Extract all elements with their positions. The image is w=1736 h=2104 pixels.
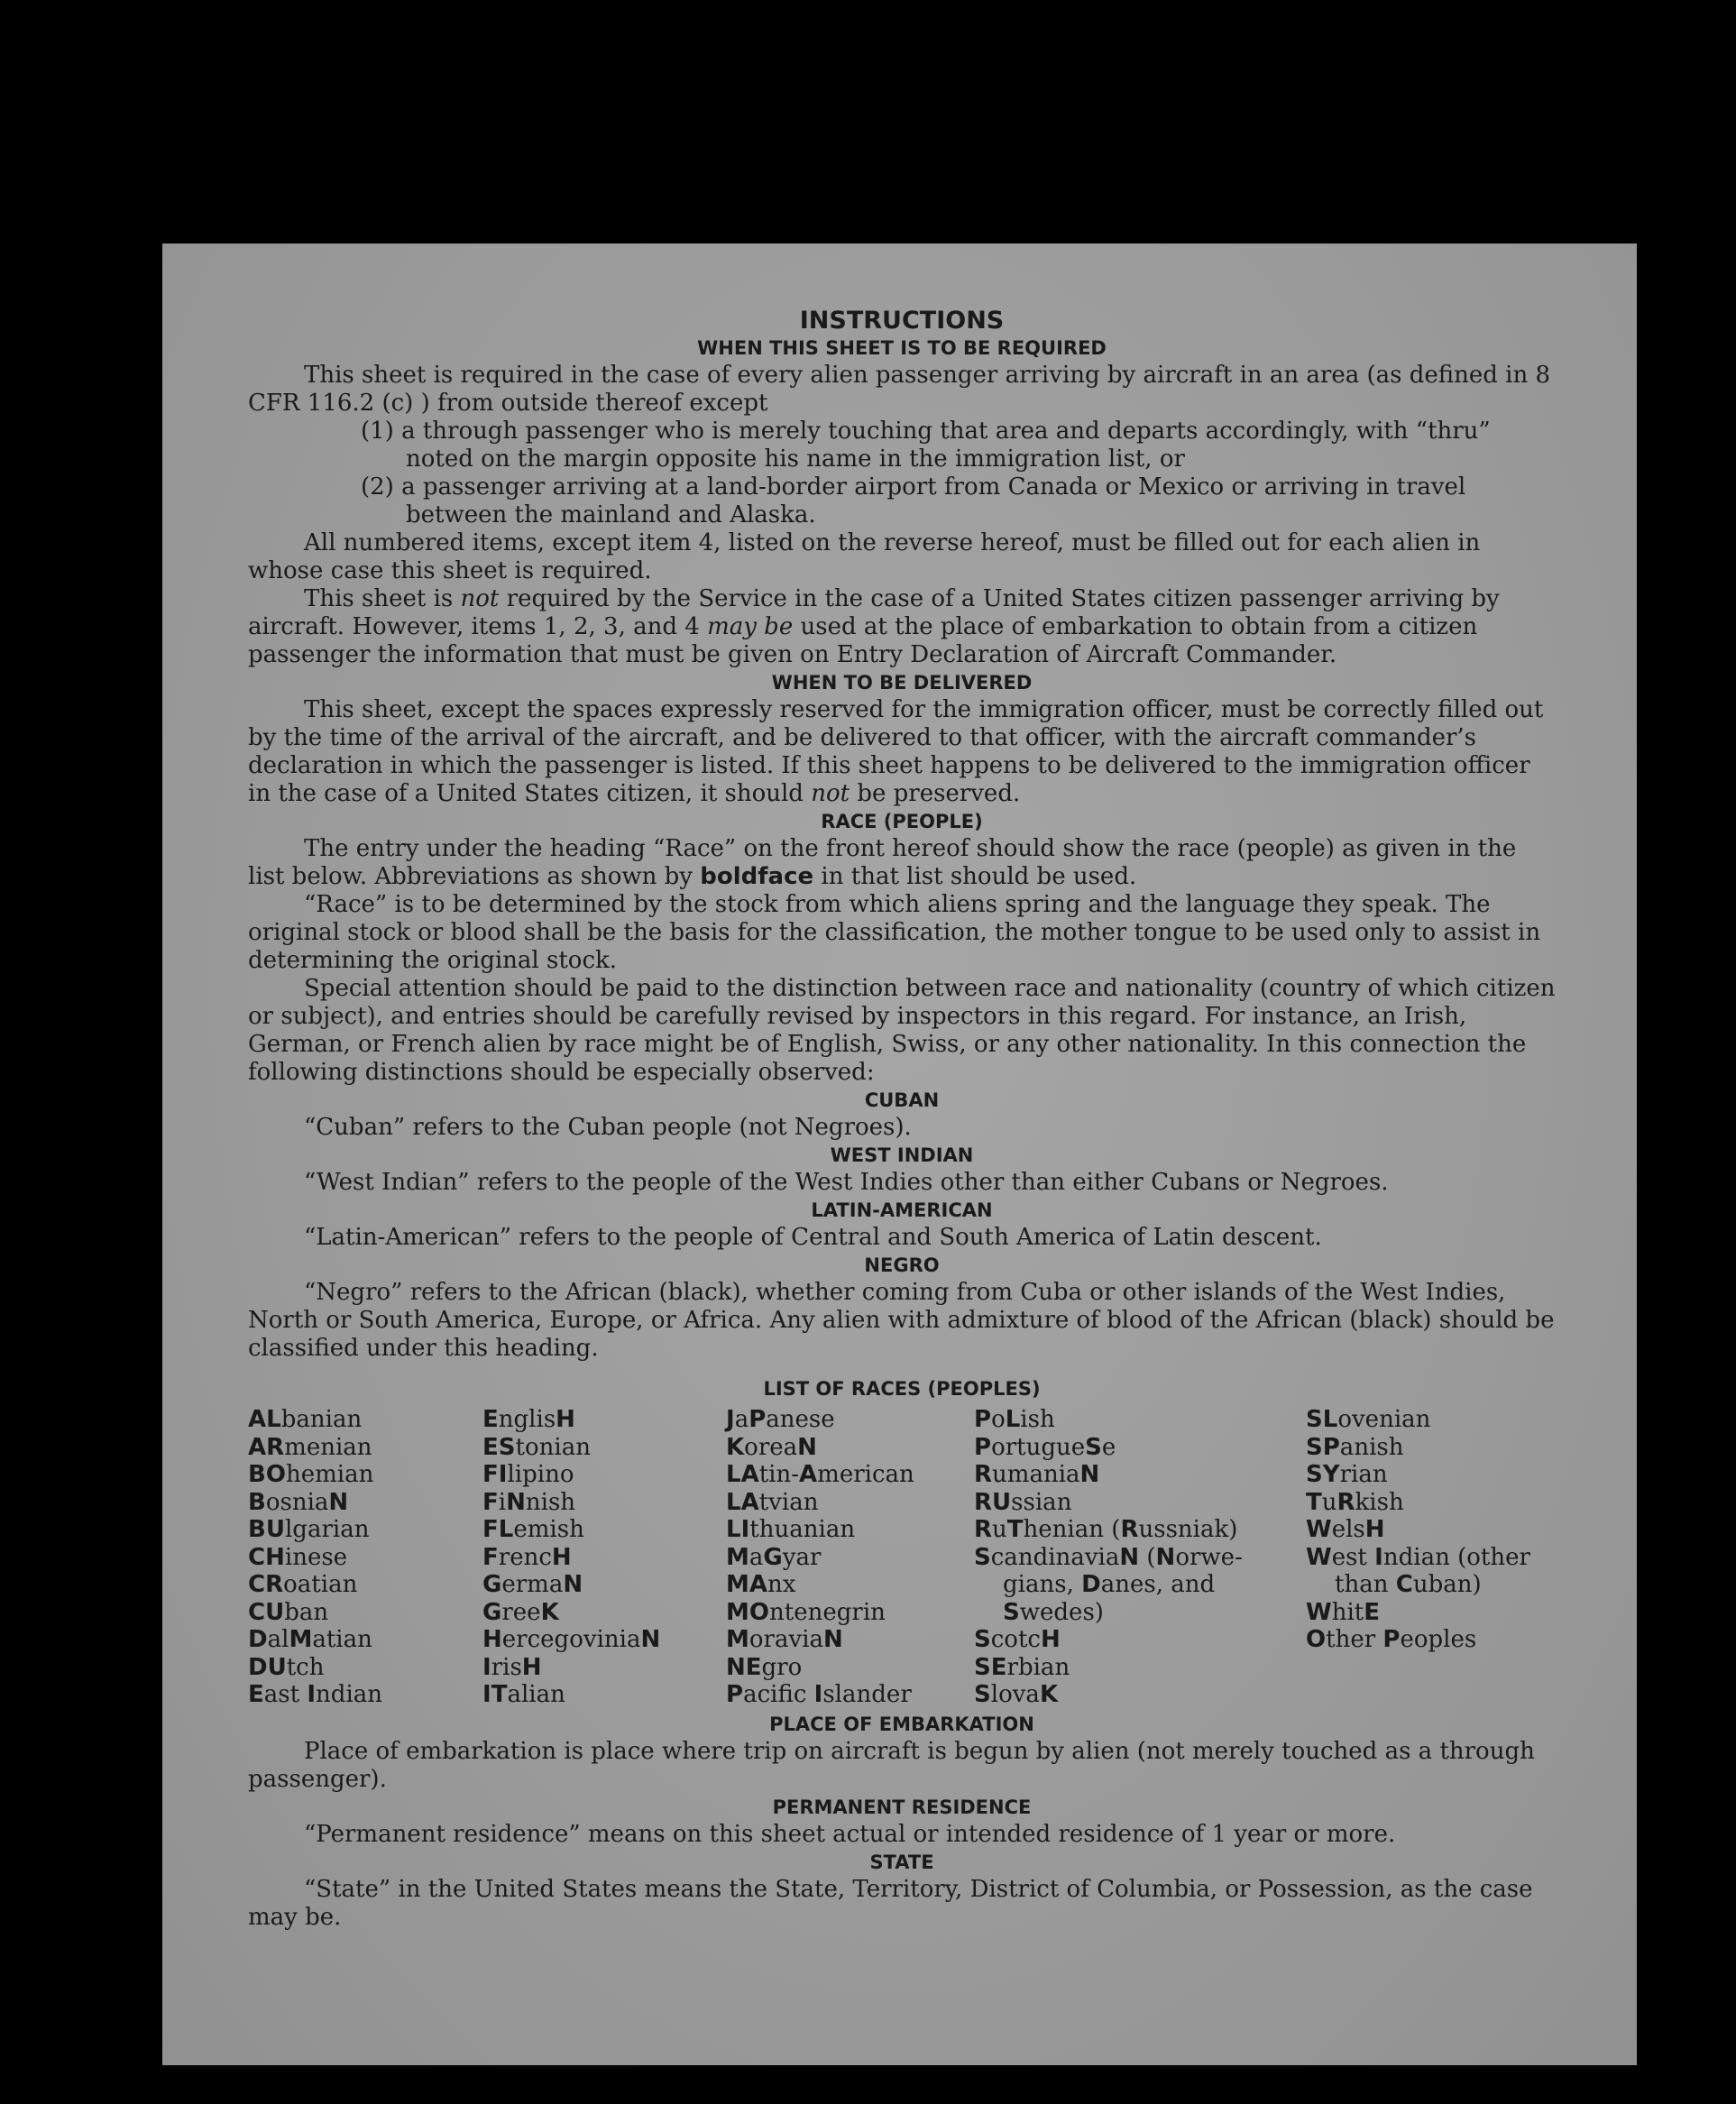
race-entry: EnglisH bbox=[482, 1406, 575, 1433]
race-entry: EStonian bbox=[482, 1433, 591, 1461]
section-heading-west-indian: WEST INDIAN bbox=[830, 1144, 974, 1166]
section-heading-latin-american: LATIN-AMERICAN bbox=[811, 1199, 993, 1221]
race-entry: CHinese bbox=[248, 1543, 348, 1571]
section-heading-races-list: LIST OF RACES (PEOPLES) bbox=[763, 1378, 1041, 1400]
race-entry: BUlgarian bbox=[248, 1516, 370, 1543]
section-heading-state: STATE bbox=[869, 1851, 934, 1873]
race-entry: LAtin-American bbox=[726, 1461, 914, 1488]
italic-text: not bbox=[460, 585, 500, 612]
race-entry: West Indian (other bbox=[1306, 1543, 1530, 1571]
race-entry: RuThenian (Russniak) bbox=[974, 1516, 1238, 1543]
race-entry: MOntenegrin bbox=[726, 1598, 886, 1626]
section-heading-delivered: WHEN TO BE DELIVERED bbox=[771, 672, 1033, 694]
bold-text: boldface bbox=[700, 863, 814, 890]
race-entry: WhitE bbox=[1306, 1598, 1380, 1626]
race-entry: East Indian bbox=[248, 1681, 383, 1708]
paragraph bbox=[248, 696, 1556, 808]
paragraph: Special attention should be paid to the distinction between race and nationality (country of which citizen or subject), and entries should be carefully revised by inspectors in this regard. For instance, an Irish, German, or French alien by race might be of English, Swiss, or any other nationality. In this connection the following distinctions should be especially observed: bbox=[248, 975, 1556, 1086]
race-entry: GreeK bbox=[482, 1598, 559, 1626]
race-entry: DalMatian bbox=[248, 1626, 372, 1653]
race-entry: Other Peoples bbox=[1306, 1626, 1477, 1653]
paragraph: Place of embarkation is place where trip on aircraft is begun by alien (not merely touched as a through passenger). bbox=[248, 1737, 1535, 1793]
paragraph: “West Indian” refers to the people of the West Indies other than either Cubans or Negroes. bbox=[304, 1169, 1389, 1196]
race-entry: ARmenian bbox=[248, 1433, 372, 1461]
races-list bbox=[248, 1406, 1556, 1709]
race-entry: KoreaN bbox=[726, 1433, 817, 1461]
race-entry: FiNnish bbox=[482, 1488, 576, 1516]
italic-text: not bbox=[811, 780, 850, 807]
races-column bbox=[248, 1406, 482, 1709]
race-entry: than Cuban) bbox=[1335, 1571, 1482, 1598]
text-run: used at the place of embarkation to obtain from a citizen passenger the information that must be given on Entry Declaration of Aircraft Commander. bbox=[248, 613, 1478, 668]
paragraph: “State” in the United States means the State, Territory, District of Columbia, or Possession, as the case may be. bbox=[248, 1875, 1533, 1931]
race-entry: RumaniaN bbox=[974, 1461, 1100, 1488]
paragraph: “Cuban” refers to the Cuban people (not Negroes). bbox=[304, 1114, 912, 1141]
paragraph bbox=[248, 835, 1556, 891]
text-run: This sheet, except the spaces expressly reserved for the immigration officer, must be correctly filled out by the time of the arrival of the aircraft, and be delivered to that officer, with the aircraft commander’s declaration in which the passenger is listed. If this sheet happens to be delivered to the immigration officer in the case of a United States citizen, it should bbox=[248, 696, 1544, 807]
race-entry: LAtvian bbox=[726, 1488, 819, 1516]
section-heading-embarkation: PLACE OF EMBARKATION bbox=[769, 1713, 1034, 1735]
document-sheet bbox=[162, 243, 1637, 2065]
race-entry: SErbian bbox=[974, 1653, 1070, 1681]
race-entry: SlovaK bbox=[974, 1681, 1059, 1708]
races-column bbox=[726, 1406, 974, 1709]
list-item: (1) a through passenger who is merely touching that area and departs accordingly, with “thru” noted on the margin opposite his name in the immigration list, or bbox=[361, 418, 1491, 473]
race-entry: CUban bbox=[248, 1598, 329, 1626]
section-heading-residence: PERMANENT RESIDENCE bbox=[772, 1796, 1032, 1818]
race-entry: JaPanese bbox=[726, 1406, 835, 1433]
races-column bbox=[974, 1406, 1306, 1709]
race-entry: Swedes) bbox=[1003, 1598, 1104, 1626]
section-heading-negro: NEGRO bbox=[864, 1254, 940, 1276]
race-entry: SPanish bbox=[1306, 1433, 1404, 1461]
race-entry: MoraviaN bbox=[726, 1626, 843, 1653]
race-entry: DUtch bbox=[248, 1653, 325, 1681]
race-entry: gians, Danes, and bbox=[1003, 1571, 1216, 1598]
race-entry: LIthuanian bbox=[726, 1516, 856, 1543]
text-run: in that list should be used. bbox=[813, 863, 1137, 890]
race-entry: ScandinaviaN (Norwe- bbox=[974, 1543, 1243, 1571]
instructions-content bbox=[248, 307, 1556, 1932]
race-entry: FLemish bbox=[482, 1516, 584, 1543]
list-item: (2) a passenger arriving at a land-border airport from Canada or Mexico or arriving in travel between the mainland and Alaska. bbox=[361, 473, 1466, 528]
race-entry: ALbanian bbox=[248, 1406, 363, 1433]
race-entry: NEgro bbox=[726, 1653, 803, 1681]
section-heading-race: RACE (PEOPLE) bbox=[821, 811, 983, 832]
text-run: The entry under the heading “Race” on the front hereof should show the race (people) as given in the list below. Abbreviations as shown by bbox=[248, 835, 1517, 890]
section-heading-cuban: CUBAN bbox=[864, 1089, 940, 1111]
race-entry: TuRkish bbox=[1306, 1488, 1404, 1516]
race-entry: ITalian bbox=[482, 1681, 565, 1708]
race-entry: FIlipino bbox=[482, 1461, 574, 1488]
race-entry: SLovenian bbox=[1306, 1406, 1431, 1433]
paragraph: “Negro” refers to the African (black), whether coming from Cuba or other islands of the West Indies, North or South America, Europe, or Africa. Any alien with admixture of blood of the African (black) should be classified under this heading. bbox=[248, 1279, 1555, 1362]
paragraph: All numbered items, except item 4, listed on the reverse hereof, must be filled out for each alien in whose case this sheet is required. bbox=[248, 529, 1481, 584]
race-entry: IrisH bbox=[482, 1653, 542, 1681]
race-entry: ScotcH bbox=[974, 1626, 1061, 1653]
paragraph: This sheet is required in the case of every alien passenger arriving by aircraft in an area (as defined in 8 CFR 116.2 (c) ) from outside thereof except bbox=[248, 362, 1551, 417]
text-run: required by the Service in the case of a United States citizen passenger arriving by aircraft. However, items 1, 2, 3, and 4 bbox=[248, 585, 1500, 640]
race-entry: PortugueSe bbox=[974, 1433, 1116, 1461]
text-run: This sheet is bbox=[304, 585, 461, 612]
races-column bbox=[1306, 1406, 1556, 1709]
italic-text: may be bbox=[707, 613, 794, 640]
race-entry: SYrian bbox=[1306, 1461, 1388, 1488]
paragraph: “Race” is to be determined by the stock from which aliens spring and the language they speak. The original stock or blood shall be the basis for the classification, the mother tongue to be used only to assist in determining the original stock. bbox=[248, 891, 1541, 974]
race-entry: FrencH bbox=[482, 1543, 572, 1571]
race-entry: HercegoviniaN bbox=[482, 1626, 661, 1653]
race-entry: MAnx bbox=[726, 1571, 796, 1598]
race-entry: CRoatian bbox=[248, 1571, 358, 1598]
race-entry: GermaN bbox=[482, 1571, 583, 1598]
race-entry: PoLish bbox=[974, 1406, 1055, 1433]
paragraph: “Permanent residence” means on this sheet actual or intended residence of 1 year or more. bbox=[304, 1820, 1396, 1848]
page-title: INSTRUCTIONS bbox=[799, 307, 1005, 335]
race-entry: RUssian bbox=[974, 1488, 1072, 1516]
race-entry: MaGyar bbox=[726, 1543, 822, 1571]
paragraph: “Latin-American” refers to the people of Central and South America of Latin descent. bbox=[304, 1224, 1322, 1251]
section-heading-required: WHEN THIS SHEET IS TO BE REQUIRED bbox=[697, 337, 1107, 359]
race-entry: BosniaN bbox=[248, 1488, 349, 1516]
race-entry: BOhemian bbox=[248, 1461, 374, 1488]
race-entry: Pacifc Islander bbox=[726, 1681, 912, 1708]
races-column bbox=[482, 1406, 726, 1709]
paragraph bbox=[248, 585, 1556, 669]
race-entry: WelsH bbox=[1306, 1516, 1385, 1543]
text-run: be preserved. bbox=[850, 780, 1021, 807]
